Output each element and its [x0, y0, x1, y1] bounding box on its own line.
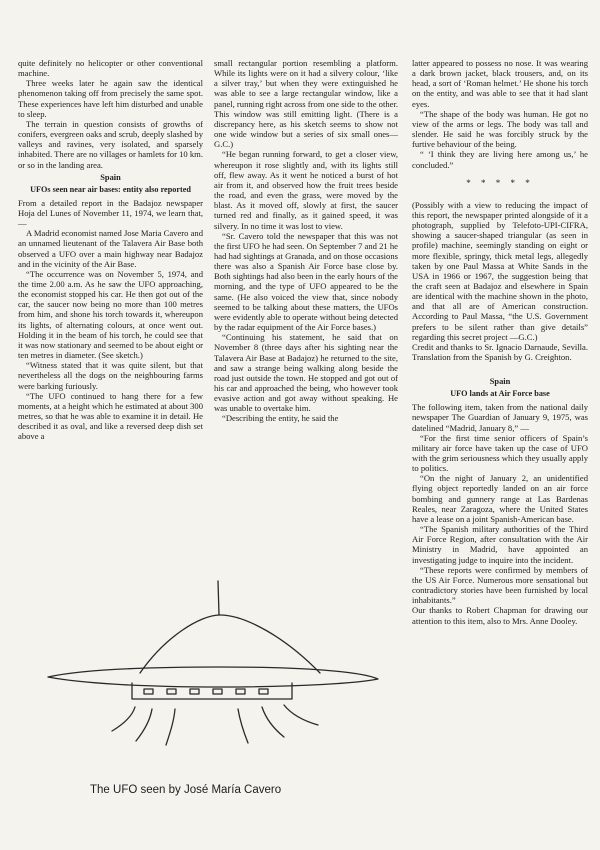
paragraph: “The occurrence was on November 5, 1974, and the time 2.00 a.m. As he saw the UFO approaching, the economist stopped his car. He then got out of the car, the saucer now being no more than 100 metres from him, and shone his torch towards it, whereupon its lights, of alternating colours, at once went out. Holding it in the beam of his torch, he could see that it was now stationary and seemed to be about eight or ten metres in diameter. (See sketch.): [18, 268, 203, 361]
figure-caption: The UFO seen by José María Cavero: [90, 784, 282, 796]
article-heading: UFOs seen near air bases: entity also reported: [30, 184, 191, 194]
column-3: [412, 58, 588, 626]
paragraph: “For the first time senior officers of Spain’s military air force have taken up the case of UFO with the grim seriousness which they usually apply to politics.: [412, 432, 588, 474]
paragraph: “The UFO continued to hang there for a few moments, at a height which he estimated at about 300 metres, so that he was able to examine it in detail. He described it as oval, and like a reversed deep dish set above a: [18, 390, 203, 442]
paragraph: The terrain in question consists of growths of conifers, evergreen oaks and scrub, deeply slashed by valleys and ravines, very isolated, and sparsely inhabited. There are no villages or hamlets for 10 km. or so in the landing area.: [18, 118, 203, 170]
ufo-sketch-illustration: [40, 575, 380, 755]
ufo-dome: [140, 615, 320, 673]
paragraph: latter appeared to possess no nose. It was wearing a dark brown jacket, black trousers, and, on its head, a sort of ‘Roman helmet.’ He shone his torch on the entity, and was able to see that it had slant eyes.: [412, 58, 588, 109]
ufo-disc-rim: [48, 667, 378, 687]
paragraph: “Witness stated that it was quite silent, but that nevertheless all the dogs on the neighbouring farms were barking furiously.: [18, 360, 203, 391]
paragraph: “Sr. Cavero told the newspaper that this was not the first UFO he had seen. On September 7 and 21 he had had sightings at Granada, and on those occasions there was also a Spanish Air Force base close by. Both sightings had also been in the early hours of the morning, and the type of UFO appeared to be the same. (He also voiced the view that, since nobody seemed to be talking about these matters, the UFOs were evidently able to operate without being detected by the radar equipment of the Air Force bases.): [214, 230, 398, 333]
ufo-emission-lines: [112, 705, 318, 745]
paragraph: A Madrid economist named Jose Maria Cavero and an unnamed lieutenant of the Talavera Air Base both observed a UFO over a main highway near Badajoz and in the vicinity of the Air Base.: [18, 228, 203, 269]
paragraph: small rectangular portion resembling a platform. While its lights were on it had a silvery colour, ‘like a silver tray,’ but when they were extinguished he was able to see a large rectangular window, like a panel, running right across from one side to the other. This window was still emitting light. (There is a discrepancy here, as his sketch seems to show not one wide window but a series of six small ones—G.C.): [214, 58, 399, 150]
article-heading: UFO lands at Air Force base: [450, 389, 550, 399]
paragraph: Three weeks later he again saw the identical phenomenon taking off from precisely the same spot. These experiences have left him disturbed and unable to sleep.: [18, 78, 203, 119]
paragraph: From a detailed report in the Badajoz newspaper Hoja del Lunes of November 11, 1974, we learn that,—: [18, 197, 203, 229]
paragraph: “He began running forward, to get a closer view, whereupon it rose slightly and, with its lights still off, flew away. As it went he noticed a burst of hot air from it, and observed how the fruit trees beside the road, and even the grass, were moved by the blast. As it moved off, slowly at first, the saucer turned red and finally, as it gained speed, it was silvery. In no time it was lost to view.: [214, 149, 398, 231]
ufo-antenna: [218, 581, 219, 615]
paragraph: quite definitely no helicopter or other conventional machine.: [18, 58, 203, 79]
paragraph: “These reports were confirmed by members of the US Air Force. Numerous more sensational but contradictory stories have been furnished by local inhabitants.”: [412, 564, 588, 606]
paragraph: “The Spanish military authorities of the Third Air Force Region, after consultation with the Air Ministry in Madrid, have appointed an investigating judge to inquire into the incident.: [412, 524, 588, 565]
paragraph: (Possibly with a view to reducing the impact of this report, the newspaper printed alongside of it a photograph, supplied by Telefoto-UPI-CIFRA, showing a saucer-shaped triangular (as seen in profile) machine, seemingly standing on eight or more flexible, springy, thick metal legs, allegedly taken by one Paul Massa at White Sands in the USA in 1966 or 1967, the suggestion being that the craft seen at Badajoz and elsewhere in Spain are identical with the machine shown in the photo, and that all are of American construction. According to Paul Massa, “the U.S. Government prefers to be silent rather than give details” regarding this secret project —G.C.): [412, 199, 588, 342]
paragraph: The following item, taken from the national daily newspaper The Guardian of January 9, 1975, was datelined “Madrid, January 8,” —: [412, 402, 588, 433]
paragraph: “Describing the entity, he said the: [222, 413, 339, 424]
column-1: [18, 58, 203, 441]
paragraph: “ ‘I think they are living here among us,’ he concluded.”: [412, 149, 588, 170]
ufo-windows: [144, 689, 268, 694]
credit-line: Credit and thanks to Sr. Ignacio Darnaude, Sevilla. Translation from the Spanish by G. Creighton.: [412, 341, 588, 363]
paragraph: “On the night of January 2, an unidentified flying object reportedly landed on an air force bombing and gunnery range at Las Bardenas Reales, near Zaragoza, where the United States have a lease on a joint Spanish-American base.: [412, 473, 588, 524]
section-country-heading: Spain: [100, 172, 121, 182]
section-country-heading: Spain: [489, 377, 511, 387]
column-2: [214, 58, 398, 424]
section-divider-stars: * * * * *: [466, 177, 534, 188]
paragraph: “The shape of the body was human. He got no view of the arms or legs. The body was tall and slender. He said he was forcibly struck by the furtive behaviour of the being.: [412, 108, 588, 150]
paragraph: Our thanks to Robert Chapman for drawing our attention to this item, also to Mrs. Anne Dooley.: [412, 605, 588, 626]
paragraph: “Continuing his statement, he said that on November 8 (three days after his sighting near the Talavera Air Base at Badajoz) he returned to the site, and saw a strange being walking along beside the road just outside the town. He stopped and got out of his car and approached the being, who however took evasive action and got away without speaking. He was unable to overtake him.: [214, 332, 398, 414]
